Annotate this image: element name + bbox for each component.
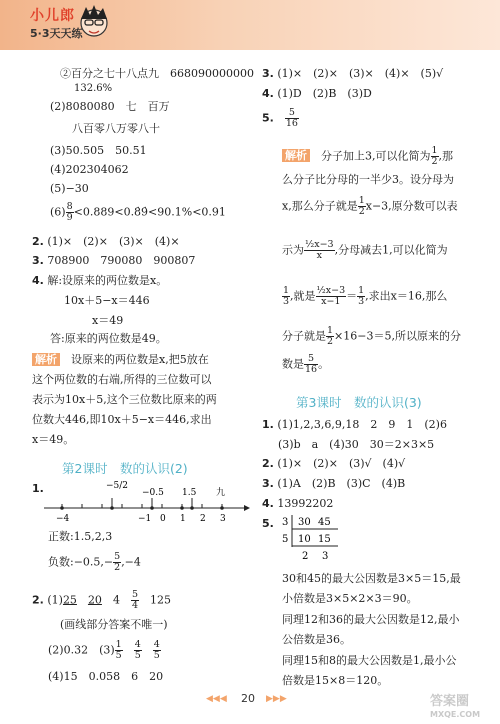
analysis-line: 示为 $\frac{\text{½x−3}}{x}$ ,分母减去1,可以化简为 (282, 239, 448, 261)
answer-line: (4)15 0.058 6 20 (48, 670, 164, 683)
analysis-tag: 解析 (282, 149, 310, 162)
analysis-line: 分子就是 $\frac{1}{2}$ ×16−3＝5,所以原来的分 (282, 325, 461, 347)
question-1: 1. (32, 482, 44, 495)
fraction: $\frac{\text{½x−3}}{x-1}$ (316, 285, 346, 307)
question-4: 4. 解:设原来的两位数是x。 (32, 274, 168, 287)
analysis-line: 这个两位数的右端,所得的三位数可以 (32, 373, 212, 386)
mascot-icon (76, 3, 112, 43)
analysis-line: 解析 分子加上3,可以化简为 $\frac{1}{2}$ ,那 (282, 146, 453, 167)
equation: 10x＋5−x＝446 (64, 294, 150, 307)
next-arrows-icon: ▶▶▶ (266, 694, 287, 704)
answer-line: 132.6% (74, 83, 113, 94)
section-title: 第3课时 数的认识(3) (296, 395, 422, 410)
fraction: $\frac{8}{9}$ (66, 201, 73, 223)
nl-label: −0.5 (142, 488, 164, 498)
explanation: 30和45的最大公因数是3×5＝15,最 (282, 572, 461, 585)
short-division (278, 513, 348, 565)
question-2: 2. (1)× (2)× (3)√ (4)√ (262, 457, 406, 470)
answer-line: (5)−30 (50, 182, 89, 195)
header-banner (0, 0, 500, 50)
nl-label: 0 (160, 514, 166, 524)
nl-label: 九 (216, 488, 226, 498)
question-4: 4. (1)D (2)B (3)D (262, 87, 372, 100)
note: (画线部分答案不唯一) (60, 618, 168, 631)
answer-line: (2)8080080 七 百万 (50, 100, 170, 113)
explanation: 倍数是15×8＝120。 (282, 674, 389, 687)
brand-series: 5·3天天练 (30, 27, 83, 40)
svg-text:10: 10 (298, 534, 311, 545)
svg-text:3: 3 (282, 517, 289, 528)
page-number: 20 (241, 692, 255, 705)
nl-label: −1 (138, 514, 152, 524)
section-title: 第2课时 数的认识(2) (62, 461, 188, 476)
explanation: 同理15和8的最大公因数是1,最小公 (282, 654, 457, 667)
explanation: 公倍数是36。 (282, 633, 351, 646)
fraction: $\frac{\text{½x−3}}{x}$ (305, 239, 334, 261)
fraction: $\frac{1}{2}$ (327, 325, 334, 347)
answer-line: 正数:1.5,2,3 (48, 530, 113, 543)
fraction: $\frac{1}{2}$ (431, 145, 438, 167)
explanation: 小倍数是3×5×2×3＝90。 (282, 592, 418, 605)
question-3: 3. (1)A (2)B (3)C (4)B (262, 477, 406, 490)
fraction: $\frac{1}{3}$ (283, 285, 290, 307)
fraction: $\frac{4}{5}$ (153, 639, 160, 661)
question-1: 1. (1)1,2,3,6,9,18 2 9 1 (2)6 (262, 418, 447, 431)
fraction: $\frac{5}{16}$ (305, 353, 318, 375)
question-5: 5. $\frac{5}{16}$ (262, 107, 298, 129)
analysis-line: x＝49。 (32, 433, 75, 446)
analysis-line: 位数大446,即10x＋5−x＝446,求出 (32, 413, 212, 426)
nl-label: 1 (180, 514, 186, 524)
question-3: 3. (1)× (2)× (3)× (4)× (5)√ (262, 67, 444, 80)
question-2: 2. (1)× (2)× (3)× (4)× (32, 235, 180, 248)
fraction: $\frac{1}{3}$ (358, 285, 365, 307)
svg-text:30: 30 (298, 517, 311, 528)
question-4: 4. 13992202 (262, 497, 334, 510)
question-2b: 2. (1)25 20 4 $\frac{5}{4}$ 125 (32, 589, 171, 611)
nl-label: −5/2 (106, 481, 129, 491)
answer-line: (2)0.32 (3) $\frac{1}{5}$ $\frac{4}{5}$ $\frac{4}{5}$ (48, 639, 160, 661)
answer-line: 八百零八万零八十 (72, 122, 160, 135)
answer-line: (3)b a (4)30 30＝2×3×5 (278, 438, 435, 451)
question-5: 5. (262, 517, 274, 530)
svg-text:5: 5 (282, 534, 289, 545)
answer-line: ②百分之七十八点九 668090000000 (60, 67, 254, 80)
nl-label: 3 (220, 514, 226, 524)
analysis-line: x,那么分子就是 $\frac{1}{2}$ x−3,原分数可以表 (282, 195, 458, 217)
nl-label: 1.5 (182, 488, 197, 498)
brand-logo: 小儿郎 (30, 8, 75, 24)
fraction: $\frac{1}{2}$ (358, 195, 365, 217)
svg-text:2: 2 (302, 551, 309, 562)
answer-line: 负数:−0.5,− $\frac{5}{2}$ ,−4 (48, 551, 141, 573)
answer-line: (4)202304062 (50, 163, 129, 176)
nl-label: 2 (200, 514, 206, 524)
fraction: $\frac{1}{5}$ (115, 639, 122, 661)
svg-text:45: 45 (318, 517, 331, 528)
fraction: $\frac{4}{5}$ (134, 639, 141, 661)
number-line (40, 478, 250, 524)
fraction: $\frac{5}{4}$ (131, 589, 138, 611)
answer-statement: 答:原来的两位数是49。 (50, 332, 167, 345)
analysis-line: 表示为10x＋5,这个三位数比原来的两 (32, 393, 217, 406)
watermark-url: MXQE.COM (430, 710, 481, 719)
analysis-line: $\frac{1}{3}$ ,就是 $\frac{\text{½x−3}}{x-1}$ ＝ $\frac{1}{3}$ ,求出x＝16,那么 (283, 285, 448, 307)
answer-line: (6) $\frac{8}{9}$ <0.889<0.8̇9̇<90.1%<0.91 (50, 201, 226, 223)
svg-text:15: 15 (318, 534, 331, 545)
analysis-line: 么分子比分母的一半少3。设分母为 (282, 173, 454, 186)
fraction: $\frac{5}{16}$ (285, 107, 298, 129)
explanation: 同理12和36的最大公因数是12,最小 (282, 613, 460, 626)
watermark: 答案圈 (430, 694, 470, 709)
fraction: $\frac{5}{2}$ (114, 551, 121, 573)
svg-text:3: 3 (322, 551, 329, 562)
analysis-line: 数是 $\frac{5}{16}$ 。 (282, 353, 330, 375)
question-3: 3. 708900 790080 900807 (32, 254, 196, 267)
analysis-line: 解析 设原来的两位数是x,把5放在 (32, 353, 209, 367)
analysis-tag: 解析 (32, 353, 60, 366)
nl-label: −4 (56, 514, 70, 524)
answer-line: (3)50.505 50.51 (50, 144, 147, 157)
prev-arrows-icon: ◀◀◀ (206, 694, 227, 704)
equation: x＝49 (92, 314, 124, 327)
